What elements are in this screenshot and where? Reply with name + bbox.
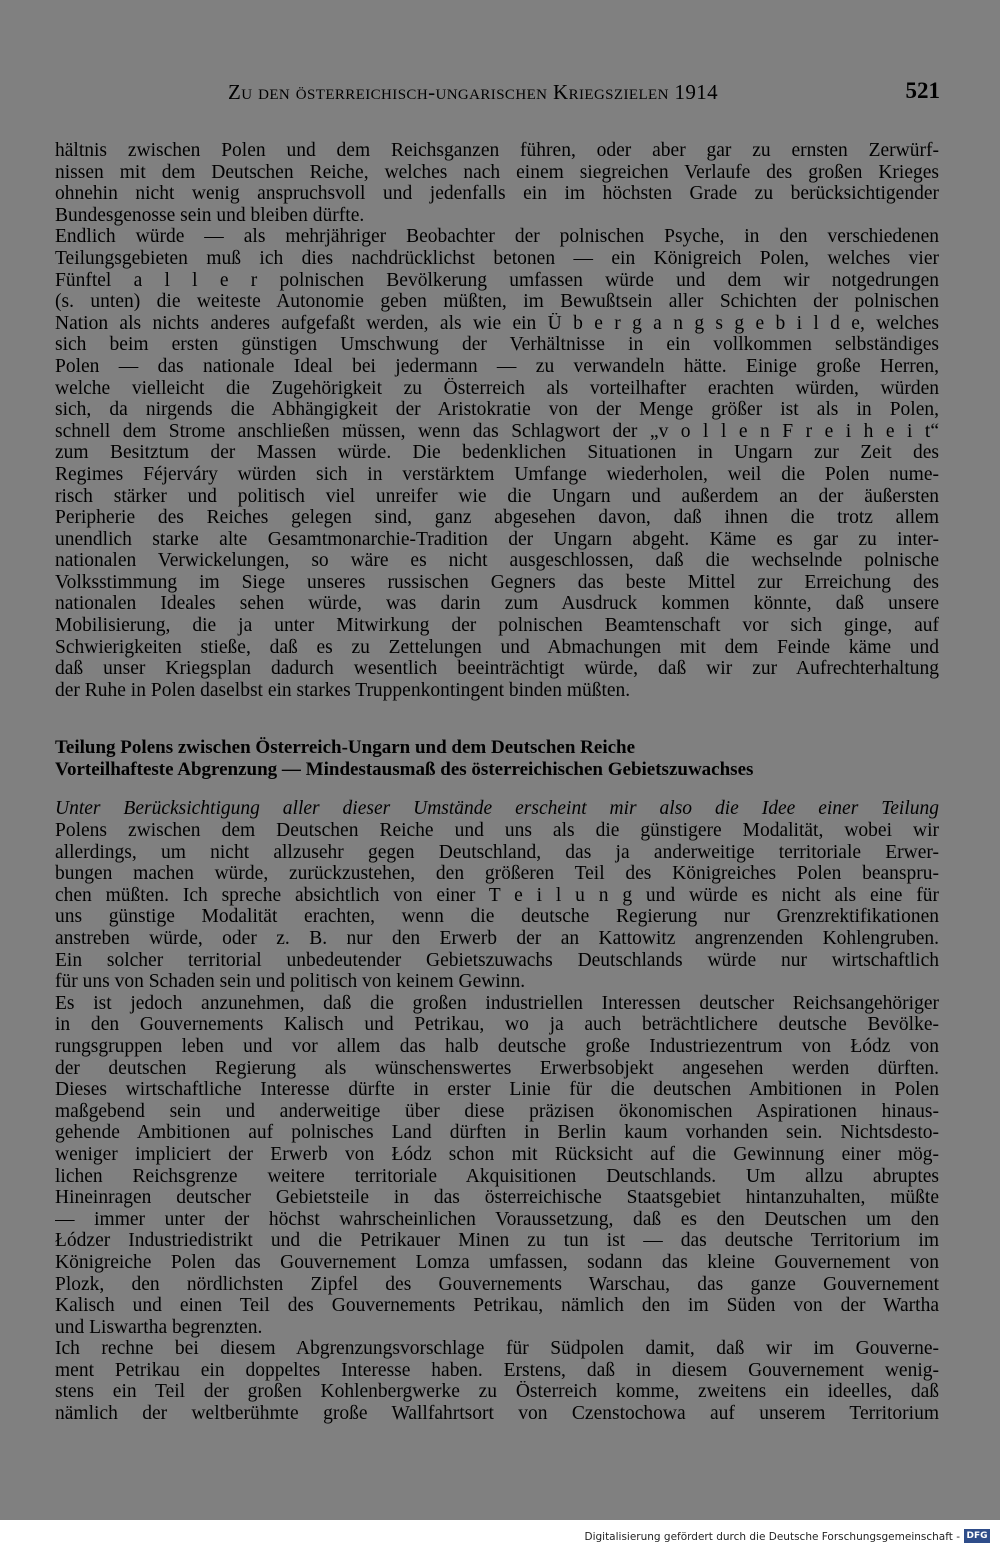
text-line: allerdings, um nicht allzusehr gegen Deutschland, das ja anderweitige territoriale Erwer- bbox=[55, 841, 939, 863]
text-line: Mobilisierung, die ja unter Mitwirkung der polnischen Beamtenschaft vor sich ginge, auf bbox=[55, 615, 939, 637]
text-line: Ein solcher territorial unbedeutender Gebietszuwachs Deutschlands würde nur wirtschaftlich bbox=[55, 949, 939, 971]
text-line: weniger impliciert der Erwerb von Łódz schon mit Rücksicht auf die Gewinnung einer mög- bbox=[55, 1143, 939, 1165]
text-line: Ich rechne bei diesem Abgrenzungsvorschlage für Südpolen damit, daß wir im Gouverne- bbox=[55, 1338, 939, 1360]
section-heading bbox=[55, 737, 939, 781]
text-line: nissen mit dem Deutschen Reiche, welches nach einem siegreichen Verlaufe des großen Krieges bbox=[55, 161, 939, 183]
paragraph-5 bbox=[55, 1338, 939, 1424]
text-line: nämlich der weltberühmte große Wallfahrtsort von Czenstochowa auf unserem Territorium bbox=[55, 1403, 939, 1425]
text-line: schnell dem Strome anschließen müssen, wenn das Schlagwort der „v o l l e n F r e i h e i t“ bbox=[55, 420, 939, 442]
text-line: Schwierigkeiten stieße, daß es zu Zettelungen und Abmachungen mit dem Feinde käme und bbox=[55, 636, 939, 658]
text-line: stens ein Teil der großen Kohlenbergwerke zu Österreich komme, zweitens ein ideelles, daß bbox=[55, 1381, 939, 1403]
text-line: Fünftel a l l e r polnischen Bevölkerung umfassen würde und dem wir notgedrungen bbox=[55, 269, 939, 291]
paragraph-2 bbox=[55, 226, 939, 701]
footer-bar bbox=[0, 1520, 1000, 1554]
text-line: Volksstimmung im Siege unseres russischen Gegners das beste Mittel zur Erreichung des bbox=[55, 571, 939, 593]
text-line: uns günstige Modalität erachten, wenn die deutsche Regierung nur Grenzrektifikationen bbox=[55, 906, 939, 928]
text-line: Polens zwischen dem Deutschen Reiche und uns als die günstigere Modalität, wobei wir bbox=[55, 820, 939, 842]
text-line: daß unser Kriegsplan dadurch wesentlich beeinträchtigt würde, daß wir zur Aufrechterhaltung bbox=[55, 658, 939, 680]
page-header bbox=[228, 76, 940, 110]
text-line: nationalen Verwickelungen, so wäre es nicht ausgeschlossen, daß die wechselnde polnische bbox=[55, 550, 939, 572]
text-line: Bundesgenosse sein und bleiben dürfte. bbox=[55, 204, 365, 226]
body-text bbox=[55, 140, 939, 1425]
paragraph-1 bbox=[55, 140, 939, 226]
text-line: zum Besitztum der Massen würde. Die bedenklichen Situationen in Ungarn zur Zeit des bbox=[55, 442, 939, 464]
text-line: bungen machen würde, zurückzustehen, den größeren Teil des Königreiches Polen beanspru- bbox=[55, 863, 939, 885]
text-line: Polen — das nationale Ideal bei jedermann — zu verwandeln hätte. Einige große Herren, bbox=[55, 355, 939, 377]
text-line: Unter Berücksichtigung aller dieser Umstände erscheint mir also die Idee einer Teilung bbox=[55, 798, 939, 820]
text-line: lichen Reichsgrenze weitere territoriale Akquisitionen Deutschlands. Um allzu abruptes bbox=[55, 1165, 939, 1187]
text-line: ohnehin nicht wenig anspruchsvoll und jedenfalls ein im höchsten Grade zu berücksichtigender bbox=[55, 183, 939, 205]
text-line: Königreiche Polen das Gouvernement Lomza umfassen, sodann das kleine Gouvernement von bbox=[55, 1251, 939, 1273]
text-line: Dieses wirtschaftliche Interesse dürfte in erster Linie für die deutschen Ambitionen in Polen bbox=[55, 1079, 939, 1101]
text-line: Hineinragen deutscher Gebietsteile in das österreichische Staatsgebiet hintanzuhalten, müßte bbox=[55, 1187, 939, 1209]
text-line: (s. unten) die weiteste Autonomie geben müßten, im Bewußtsein aller Schichten der polnischen bbox=[55, 291, 939, 313]
digitization-credit: Digitalisierung gefördert durch die Deutsche Forschungsgemeinschaft - bbox=[584, 1531, 960, 1543]
text-line: Nation als nichts anderes aufgefaßt werden, als wie ein Ü b e r g a n g s g e b i l d e, welches bbox=[55, 312, 939, 334]
text-line: sich, da nirgends die Abhängigkeit der Aristokratie von der Menge größer ist als in Polen, bbox=[55, 399, 939, 421]
text-line: der deutschen Regierung als wünschenswertes Erwerbsobjekt angesehen werden dürften. bbox=[55, 1057, 939, 1079]
text-line: der Ruhe in Polen daselbst ein starkes Truppenkontingent binden müßten. bbox=[55, 679, 631, 701]
text-line: — immer unter der höchst wahrscheinlichen Voraussetzung, daß es den Deutschen um den bbox=[55, 1208, 939, 1230]
section-heading-line-1: Teilung Polens zwischen Österreich-Ungarn und dem Deutschen Reiche bbox=[55, 737, 636, 759]
paragraph-4 bbox=[55, 993, 939, 1339]
text-line: und Liswartha begrenzten. bbox=[55, 1316, 263, 1338]
text-line: Łódzer Industriedistrikt und die Petrikauer Minen zu tun ist — das deutsche Territorium im bbox=[55, 1230, 939, 1252]
section-heading-line-2: Vorteilhafteste Abgrenzung — Mindestausmaß des österreichischen Gebietszuwachses bbox=[55, 759, 754, 781]
text-line: anstreben würde, oder z. B. nur den Erwerb der an Kattowitz angrenzenden Kohlengruben. bbox=[55, 928, 939, 949]
text-line: gehende Ambitionen auf polnisches Land dürften in Berlin kaum vorhanden sein. Nichtsdesto- bbox=[55, 1122, 939, 1144]
text-line: risch stärker und politisch viel unreifer wie die Ungarn und außerdem an der äußersten bbox=[55, 485, 939, 507]
text-line: Kalisch und einen Teil des Gouvernements Petrikau, nämlich den im Süden von der Wartha bbox=[55, 1295, 939, 1317]
text-line: sich beim ersten günstigen Umschwung der Verhältnisse in ein vollkommen selbständiges bbox=[55, 334, 939, 356]
text-line: Endlich würde — als mehrjähriger Beobachter der polnischen Psyche, in den verschiedenen bbox=[55, 226, 939, 248]
page-number: 521 bbox=[905, 78, 940, 103]
text-line: Regimes Féjerváry würden sich in verstärktem Umfange wiederholen, weil die Polen nume- bbox=[55, 463, 939, 485]
text-line: welche vielleicht die Zugehörigkeit zu Österreich als vorteilhafter erachten würden, würden bbox=[55, 377, 939, 399]
text-line: ment Petrikau ein doppeltes Interesse haben. Erstens, daß in diesem Gouvernement wenig- bbox=[55, 1359, 939, 1381]
text-line: hältnis zwischen Polen und dem Reichsganzen führen, oder aber gar zu ernsten Zerwürf- bbox=[55, 140, 939, 161]
text-line: chen müßten. Ich spreche absichtlich von einer T e i l u n g und würde es nicht als eine für bbox=[55, 884, 939, 906]
text-line: für uns von Schaden sein und politisch von keinem Gewinn. bbox=[55, 971, 526, 993]
text-line: in den Gouvernements Kalisch und Petrikau, wo ja auch beträchtlichere deutsche Bevölke- bbox=[55, 1014, 939, 1036]
text-line: rungsgruppen leben und vor allem das halb deutsche große Industriezentrum von Łódz von bbox=[55, 1035, 939, 1057]
text-line: Es ist jedoch anzunehmen, daß die großen industriellen Interessen deutscher Reichsangehöriger bbox=[55, 992, 939, 1014]
running-title: Zu den österreichisch-ungarischen Kriegszielen 1914 bbox=[228, 80, 719, 104]
heading-spacer bbox=[55, 781, 939, 798]
text-line: Plozk, den nördlichsten Zipfel des Gouvernements Warschau, das ganze Gouvernement bbox=[55, 1273, 939, 1295]
paragraph-3 bbox=[55, 798, 939, 992]
text-line: unendlich starke alte Gesamtmonarchie-Tradition der Ungarn abgeht. Käme es gar zu inter- bbox=[55, 528, 939, 550]
section-spacer bbox=[55, 701, 939, 737]
dfg-logo: DFG bbox=[964, 1529, 990, 1543]
text-line: Peripherie des Reiches gelegen sind, ganz abgesehen davon, daß ihnen die trotz allem bbox=[55, 507, 939, 529]
text-line: maßgebend sein und anderweitige über diese präzisen ökonomischen Aspirationen hinaus- bbox=[55, 1100, 939, 1122]
text-line: Teilungsgebieten muß ich dies nachdrücklichst betonen — ein Königreich Polen, welches vier bbox=[55, 247, 939, 269]
text-line: nationalen Ideales sehen würde, was darin zum Ausdruck kommen könnte, daß unsere bbox=[55, 593, 939, 615]
